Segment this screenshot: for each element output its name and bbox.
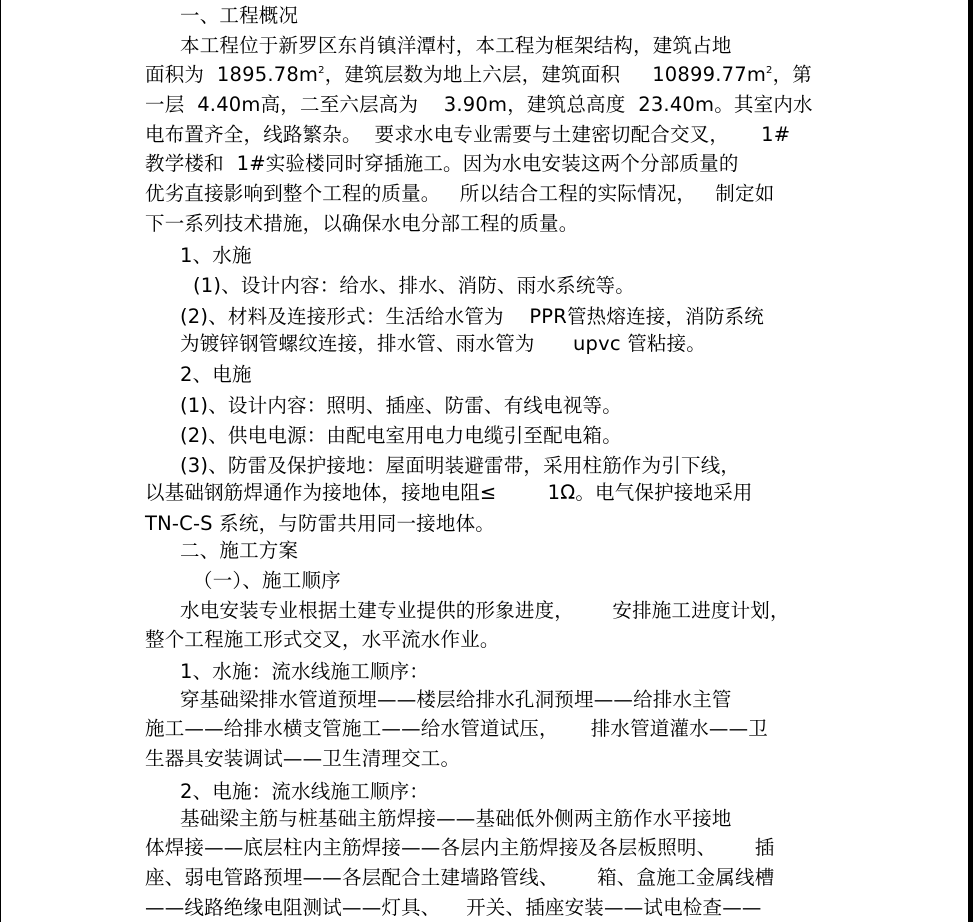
overview-paragraph-line: 电布置齐全，线路繁杂。 要求水电专业需要与土建密切配合交叉， 1# <box>145 123 791 146</box>
electrical-sequence-line: 体焊接——底层柱内主筋焊接——各层内主筋焊接及各层板照明、 插 <box>145 836 775 859</box>
water-sequence-line: 生器具安装调试——卫生清理交工。 <box>145 747 461 770</box>
list-item: (2)、供电电源：由配电室用电力电缆引至配电箱。 <box>180 424 622 447</box>
list-item: (1)、设计内容：照明、插座、防雷、有线电视等。 <box>180 394 622 417</box>
area-text: ，建筑层数为地上六层，建筑面积 10899.77m <box>324 63 767 86</box>
section-heading-plan: 二、施工方案 <box>180 539 299 562</box>
subsection-heading-sequence: （一）、施工顺序 <box>193 569 341 592</box>
overview-paragraph-line: 一层 4.40m高，二至六层高为 3.90m，建筑总高度 23.40m。其室内水 <box>145 93 813 116</box>
water-sequence-line: 穿基础梁排水管道预埋——楼层给排水孔洞预埋——给排水主管 <box>180 688 732 711</box>
water-sequence-line: 施工——给排水横支管施工——给水管道试压， 排水管道灌水——卫 <box>145 717 768 740</box>
overview-paragraph-line: 优劣直接影响到整个工程的质量。 所以结合工程的实际情况， 制定如 <box>145 182 775 205</box>
list-item-continued: TN-C-S 系统，与防雷共用同一接地体。 <box>145 512 495 535</box>
overview-paragraph-line: 本工程位于新罗区东肖镇洋潭村，本工程为框架结构，建筑占地 <box>180 34 732 57</box>
superscript: 2 <box>318 65 325 76</box>
subsection-heading-water: 1、水施 <box>180 244 252 267</box>
electrical-sequence-line: 座、弱电管路预埋——各层配合土建墙路管线、 箱、盒施工金属线槽 <box>145 866 775 889</box>
page-right-border <box>968 0 973 922</box>
subsection-heading-electrical-sequence: 2、电施：流水线施工顺序： <box>180 780 430 803</box>
list-item: (2)、材料及连接形式：生活给水管为 PPR管热熔连接，消防系统 <box>180 305 764 328</box>
electrical-sequence-line: 基础梁主筋与桩基础主筋焊接——基础低外侧两主筋作水平接地 <box>180 807 732 830</box>
plan-paragraph-line: 整个工程施工形式交叉，水平流水作业。 <box>145 628 500 651</box>
electrical-sequence-line: ——线路绝缘电阻测试——灯具、 开关、插座安装——试电检查—— <box>145 896 762 919</box>
superscript: 2 <box>766 65 773 76</box>
overview-paragraph-line <box>145 62 812 88</box>
overview-paragraph-line: 下一系列技术措施，以确保水电分部工程的质量。 <box>145 212 579 235</box>
area-text: ，第 <box>772 63 813 86</box>
area-text: 面积为 1895.78m <box>145 63 319 86</box>
section-heading-overview: 一、工程概况 <box>180 4 299 27</box>
subsection-heading-water-sequence: 1、水施：流水线施工顺序： <box>180 660 430 683</box>
list-item-continued: 以基础钢筋焊通作为接地体，接地电阻≤ 1Ω。电气保护接地采用 <box>145 481 753 504</box>
list-item: (3)、防雷及保护接地：屋面明装避雷带，采用柱筋作为引下线， <box>180 454 741 477</box>
overview-paragraph-line: 教学楼和 1#实验楼同时穿插施工。因为水电安装这两个分部质量的 <box>145 152 739 175</box>
list-item-continued: 为镀锌钢管螺纹连接，排水管、雨水管为 upvc 管粘接。 <box>180 332 706 355</box>
plan-paragraph-line: 水电安装专业根据土建专业提供的形象进度， 安排施工进度计划， <box>180 599 790 622</box>
list-item: (1)、设计内容：给水、排水、消防、雨水系统等。 <box>193 274 635 297</box>
subsection-heading-electrical: 2、电施 <box>180 363 252 386</box>
